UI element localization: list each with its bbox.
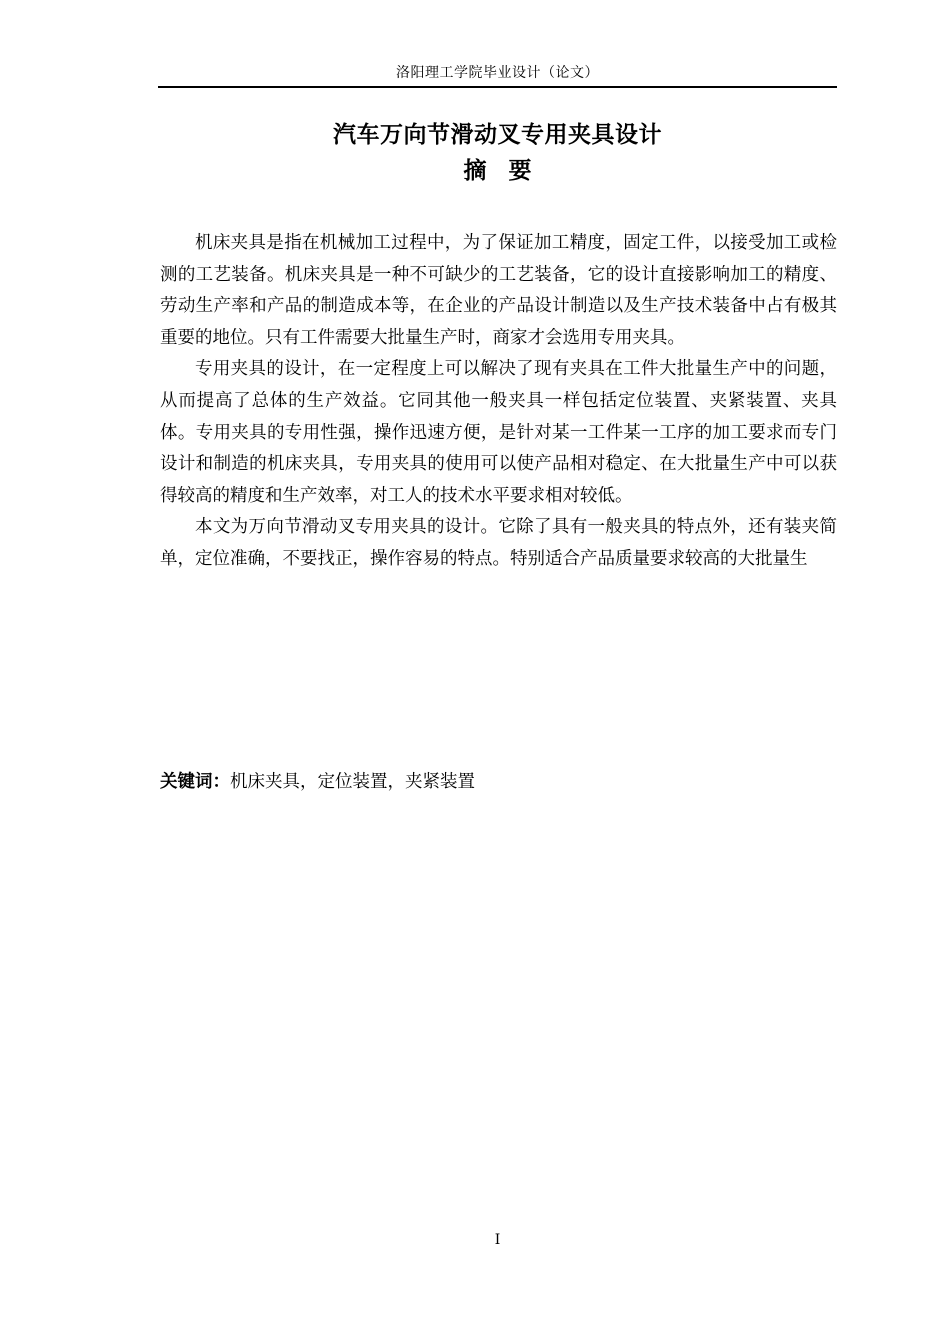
abstract-body [160,228,837,576]
abstract-paragraph-2: 专用夹具的设计，在一定程度上可以解决了现有夹具在工件大批量生产中的问题，从而提高了总体的生产效益。它同其他一般夹具一样包括定位装置、夹紧装置、夹具体。专用夹具的专用性强，操作迅速方便，是针对某一工件某一工序的加工要求而专门设计和制造的机床夹具，专用夹具的使用可以使产品相对稳定、在大批量生产中可以获得较高的精度和生产效率，对工人的技术水平要求相对较低。 [160,359,837,506]
keywords-value: 机床夹具，定位装置，夹紧装置 [230,772,475,792]
keywords-label: 关键词： [160,772,230,792]
abstract-paragraph-1: 机床夹具是指在机械加工过程中，为了保证加工精度，固定工件，以接受加工或检测的工艺装备。机床夹具是一种不可缺少的工艺装备，它的设计直接影响加工的精度、劳动生产率和产品的制造成本等，在企业的产品设计制造以及生产技术装备中占有极其重要的地位。只有工件需要大批量生产时，商家才会选用专用夹具。 [160,233,837,348]
abstract-paragraph-3: 本文为万向节滑动叉专用夹具的设计。它除了具有一般夹具的特点外，还有装夹简单，定位准确，不要找正，操作容易的特点。特别适合产品质量要求较高的大批量生 [160,517,837,569]
keywords-line [160,767,837,797]
page-header [158,62,837,88]
document-title: 汽车万向节滑动叉专用夹具设计 [333,122,662,148]
header-text: 洛阳理工学院毕业设计（论文） [396,65,599,81]
abstract-heading: 摘要 [463,158,554,184]
page-number: I [494,1232,501,1248]
